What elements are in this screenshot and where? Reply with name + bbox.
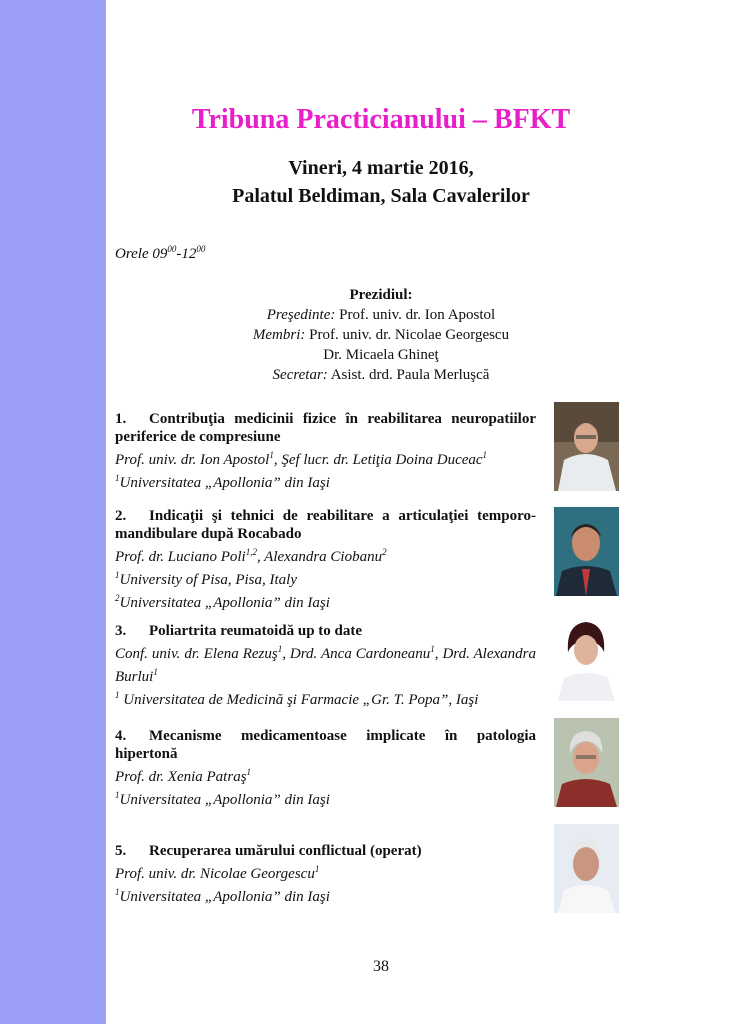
event-venue: Palatul Beldiman, Sala Cavalerilor xyxy=(232,185,530,207)
lecture-item-1 xyxy=(115,410,536,492)
lecture-affiliation: $^1$Universitatea „Apollonia” din Iaşi xyxy=(115,887,330,905)
secretary-line: Secretar: Asist. drd. Paula Merluşcă xyxy=(272,367,490,383)
lecture-item-2 xyxy=(115,507,536,612)
lecture-authors: Prof. univ. dr. Nicolae Georgescu$^1$ xyxy=(115,864,320,882)
session-hours: Orele $09^{00}-12^{00}$ xyxy=(115,244,206,262)
member-line-2: Dr. Micaela Ghineţ xyxy=(323,347,439,363)
lecture-item-3 xyxy=(115,622,536,709)
prezidiul-heading: Prezidiul: xyxy=(349,287,413,303)
lecture-item-4 xyxy=(115,727,536,809)
lecture-title: 4. Mecanisme medicamentoase implicate în patologia hipertonă xyxy=(115,728,536,762)
speaker-photo-2 xyxy=(554,507,619,596)
prezidiul-block xyxy=(106,285,656,385)
speaker-photo-1 xyxy=(554,402,619,491)
lecture-affiliation: $^1$University of Pisa, Pisa, Italy xyxy=(115,570,297,588)
speaker-photo-5 xyxy=(554,824,619,913)
lecture-affiliation: $^2$Universitatea „Apollonia” din Iaşi xyxy=(115,593,330,611)
speaker-photo-3 xyxy=(554,612,619,701)
lecture-title: 1. Contribuţia medicinii fizice în reabilitarea neuropatiilor periferice de compresiune xyxy=(115,411,536,445)
speaker-photo-4 xyxy=(554,718,619,807)
lecture-affiliation: $^1$Universitatea „Apollonia” din Iaşi xyxy=(115,790,330,808)
lecture-title: 5. Recuperarea umărului conflictual (operat) xyxy=(115,843,422,859)
lecture-authors: Prof. dr. Xenia Patraş$^1$ xyxy=(115,767,252,785)
lecture-authors: Prof. dr. Luciano Poli$^{1,2}$, Alexandra Ciobanu$^2$ xyxy=(115,547,387,565)
page-title: Tribuna Practicianului – BFKT xyxy=(191,104,571,135)
lecture-authors: Conf. univ. dr. Elena Rezuş$^1$, Drd. Anca Cardoneanu$^1$, Drd. Alexandra Burlui$^1$ xyxy=(115,644,537,685)
page-number: 38 xyxy=(373,958,389,975)
lecture-title: 2. Indicaţii şi tehnici de reabilitare a articulaţiei temporo-mandibulare după Rocabado xyxy=(115,508,536,542)
sidebar-band xyxy=(0,0,106,1024)
lecture-title: 3. Poliartrita reumatoidă up to date xyxy=(115,623,363,639)
lecture-authors: Prof. univ. dr. Ion Apostol$^1$, Şef lucr. dr. Letiţia Doina Duceac$^1$ xyxy=(115,450,488,468)
lecture-item-5 xyxy=(115,842,536,906)
members-line: Membri: Prof. univ. dr. Nicolae Georgescu xyxy=(252,327,510,343)
president-line: Preşedinte: Prof. univ. dr. Ion Apostol xyxy=(266,307,496,323)
event-date: Vineri, 4 martie 2016, xyxy=(288,157,474,179)
lecture-affiliation: $^1$ Universitatea de Medicină şi Farmacie „Gr. T. Popa”, Iaşi xyxy=(115,690,479,708)
lecture-affiliation: $^1$Universitatea „Apollonia” din Iaşi xyxy=(115,473,330,491)
